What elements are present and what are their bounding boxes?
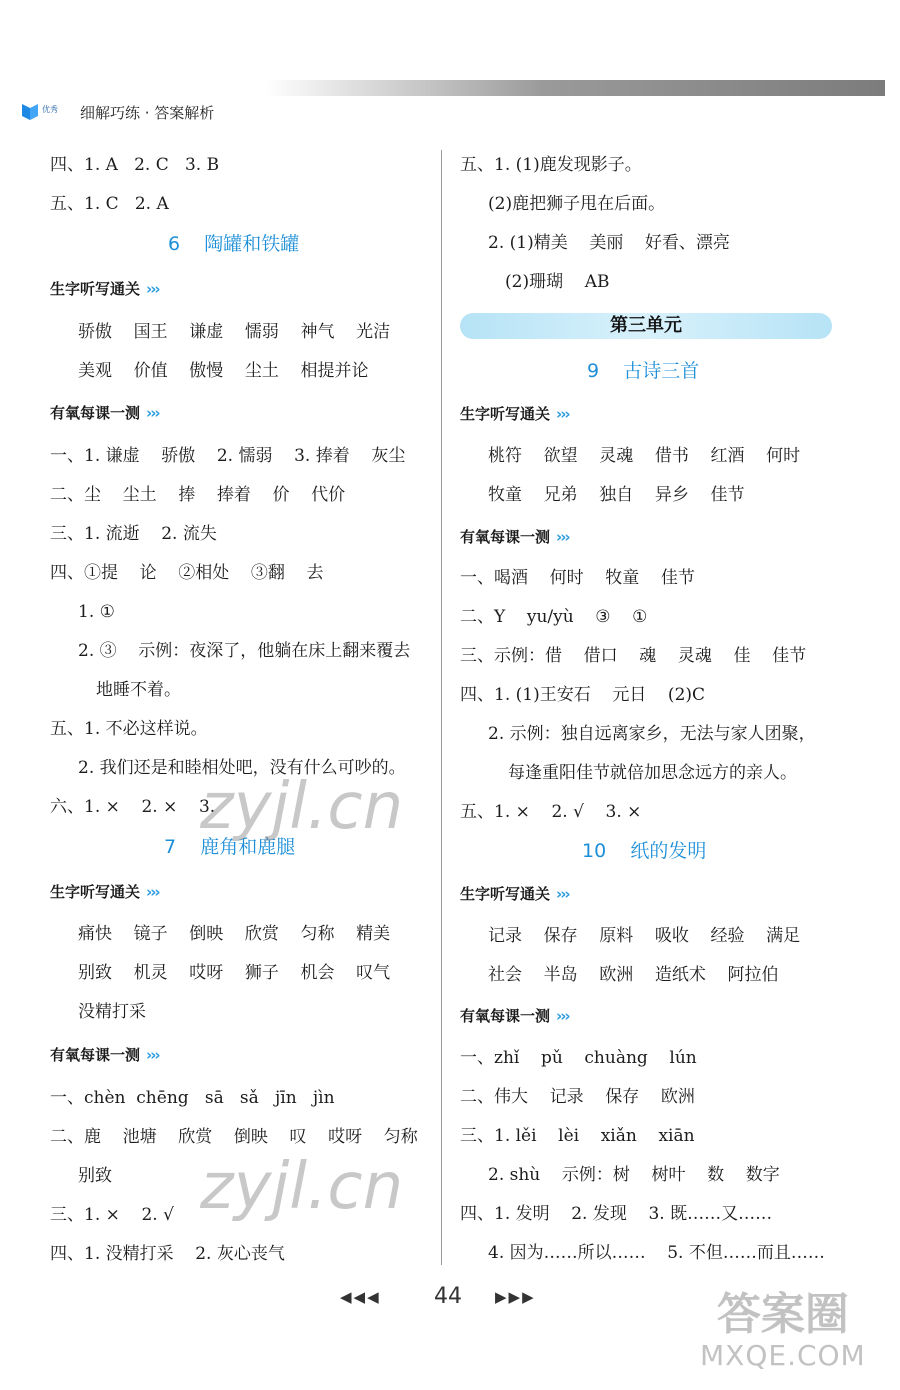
- book-logo-icon: [20, 100, 64, 122]
- lesson-title-7: 7 鹿角和鹿腿: [164, 836, 296, 858]
- lesson-title-9: 9 古诗三首: [587, 360, 700, 382]
- chevrons-icon: ›››: [146, 1046, 159, 1064]
- header-title: 细解巧练 · 答案解析: [80, 104, 215, 122]
- answer-line: (2)鹿把狮子甩在后面。: [488, 194, 666, 214]
- answer-line: 2. shù 示例：树 树叶 数 数字: [488, 1165, 780, 1185]
- section-heading-dictation: 生字听写通关 ›››: [460, 885, 569, 903]
- unit-banner: [460, 313, 832, 339]
- page-number: 44: [434, 1284, 462, 1309]
- vocab-line: 桃符 欲望 灵魂 借书 红酒 何时: [488, 446, 801, 466]
- answer-line: (2)珊瑚 AB: [505, 272, 610, 292]
- vocab-line: 记录 保存 原料 吸收 经验 满足: [488, 926, 801, 946]
- answer-line: 五、1. × 2. √ 3. ×: [460, 802, 642, 822]
- answer-line: 一、喝酒 何时 牧童 佳节: [460, 568, 695, 588]
- answer-line: 五、1. (1)鹿发现影子。: [460, 155, 642, 175]
- answer-line: 2. (1)精美 美丽 好看、漂亮: [488, 233, 730, 253]
- answer-line: 一、1. 谦虚 骄傲 2. 懦弱 3. 捧着 灰尘: [50, 446, 406, 466]
- section-heading-quiz: 有氧每课一测 ›››: [50, 404, 159, 422]
- section-heading-dictation: 生字听写通关 ›››: [50, 280, 159, 298]
- section-heading-dictation: 生字听写通关 ›››: [50, 883, 159, 901]
- answer-line: 一、zhǐ pǔ chuàng lún: [460, 1048, 697, 1068]
- section-heading-quiz: 有氧每课一测 ›››: [460, 528, 569, 546]
- answer-line: 四、1. 发明 2. 发现 3. 既……又……: [460, 1204, 773, 1224]
- answer-line: 二、鹿 池塘 欣赏 倒映 叹 哎呀 匀称: [50, 1127, 418, 1147]
- lesson-title-6: 6 陶罐和铁罐: [168, 233, 300, 255]
- answer-line: 2. ③ 示例：夜深了，他躺在床上翻来覆去: [78, 641, 411, 661]
- watermark-zyjl: zyjl.cn: [200, 770, 404, 844]
- vocab-line: 骄傲 国王 谦虚 懦弱 神气 光洁: [78, 322, 391, 342]
- answer-line: 1. ①: [78, 602, 115, 622]
- answer-line: 地睡不着。: [96, 680, 181, 700]
- chevrons-icon: ›››: [146, 280, 159, 298]
- stamp-watermark: 答案圈 MXQE.COM: [700, 1289, 866, 1372]
- chevrons-icon: ›››: [556, 528, 569, 546]
- vocab-line: 没精打采: [78, 1002, 146, 1022]
- column-divider: [441, 150, 442, 1265]
- answer-line: 四、1. (1)王安石 元日 (2)C: [460, 685, 706, 705]
- answer-line: 三、1. lěi lèi xiǎn xiān: [460, 1126, 695, 1146]
- answer-line: 三、示例：借 借口 魂 灵魂 佳 佳节: [460, 646, 807, 666]
- section-heading-quiz: 有氧每课一测 ›››: [50, 1046, 159, 1064]
- chevrons-icon: ›››: [146, 883, 159, 901]
- answer-line: 2. 示例：独自远离家乡，无法与家人团聚，: [488, 724, 816, 744]
- vocab-line: 社会 半岛 欧洲 造纸术 阿拉伯: [488, 965, 779, 985]
- answer-line: 三、1. 流逝 2. 流失: [50, 524, 217, 544]
- chevrons-icon: ›››: [556, 885, 569, 903]
- answer-line: 四、1. 没精打采 2. 灰心丧气: [50, 1244, 285, 1264]
- answer-line: 二、尘 尘土 捧 捧着 价 代价: [50, 485, 346, 505]
- next-page-arrows-icon[interactable]: ▶▶▶: [495, 1288, 536, 1306]
- chevrons-icon: ›››: [146, 404, 159, 422]
- answer-line: 五、1. 不必这样说。: [50, 719, 208, 739]
- answer-line: 每逢重阳佳节就倍加思念远方的亲人。: [508, 763, 797, 783]
- vocab-line: 痛快 镜子 倒映 欣赏 匀称 精美: [78, 924, 391, 944]
- vocab-line: 别致 机灵 哎呀 狮子 机会 叹气: [78, 963, 391, 983]
- logo-text: 优秀: [42, 105, 58, 114]
- unit-title: 第三单元: [610, 315, 682, 336]
- answer-line: 二、Y yu/yù ③ ①: [460, 607, 648, 627]
- answer-line: 六、1. × 2. × 3.: [50, 797, 221, 817]
- answer-line: 2. 我们还是和睦相处吧，没有什么可吵的。: [78, 758, 406, 778]
- watermark-zyjl: zyjl.cn: [200, 1150, 404, 1224]
- answer-line: 一、chèn chēng sā sǎ jīn jìn: [50, 1088, 335, 1108]
- chevrons-icon: ›››: [556, 1007, 569, 1025]
- vocab-line: 美观 价值 傲慢 尘土 相提并论: [78, 361, 369, 381]
- answer-line: 别致: [78, 1166, 112, 1186]
- prev-page-arrows-icon[interactable]: ◀◀◀: [340, 1288, 381, 1306]
- answer-line: 二、伟大 记录 保存 欧洲: [460, 1087, 695, 1107]
- vocab-line: 牧童 兄弟 独自 异乡 佳节: [488, 485, 745, 505]
- lesson-title-10: 10 纸的发明: [582, 840, 707, 862]
- answer-line: 四、①提 论 ②相处 ③翻 去: [50, 563, 324, 583]
- header-decor-bar: [265, 80, 885, 96]
- answer-line: 4. 因为……所以…… 5. 不但……而且……: [488, 1243, 825, 1263]
- section-heading-dictation: 生字听写通关 ›››: [460, 405, 569, 423]
- answer-line: 三、1. × 2. √: [50, 1205, 174, 1225]
- section-heading-quiz: 有氧每课一测 ›››: [460, 1007, 569, 1025]
- chevrons-icon: ›››: [556, 405, 569, 423]
- answer-line: 四、1. A 2. C 3. B: [50, 155, 220, 175]
- answer-line: 五、1. C 2. A: [50, 194, 169, 214]
